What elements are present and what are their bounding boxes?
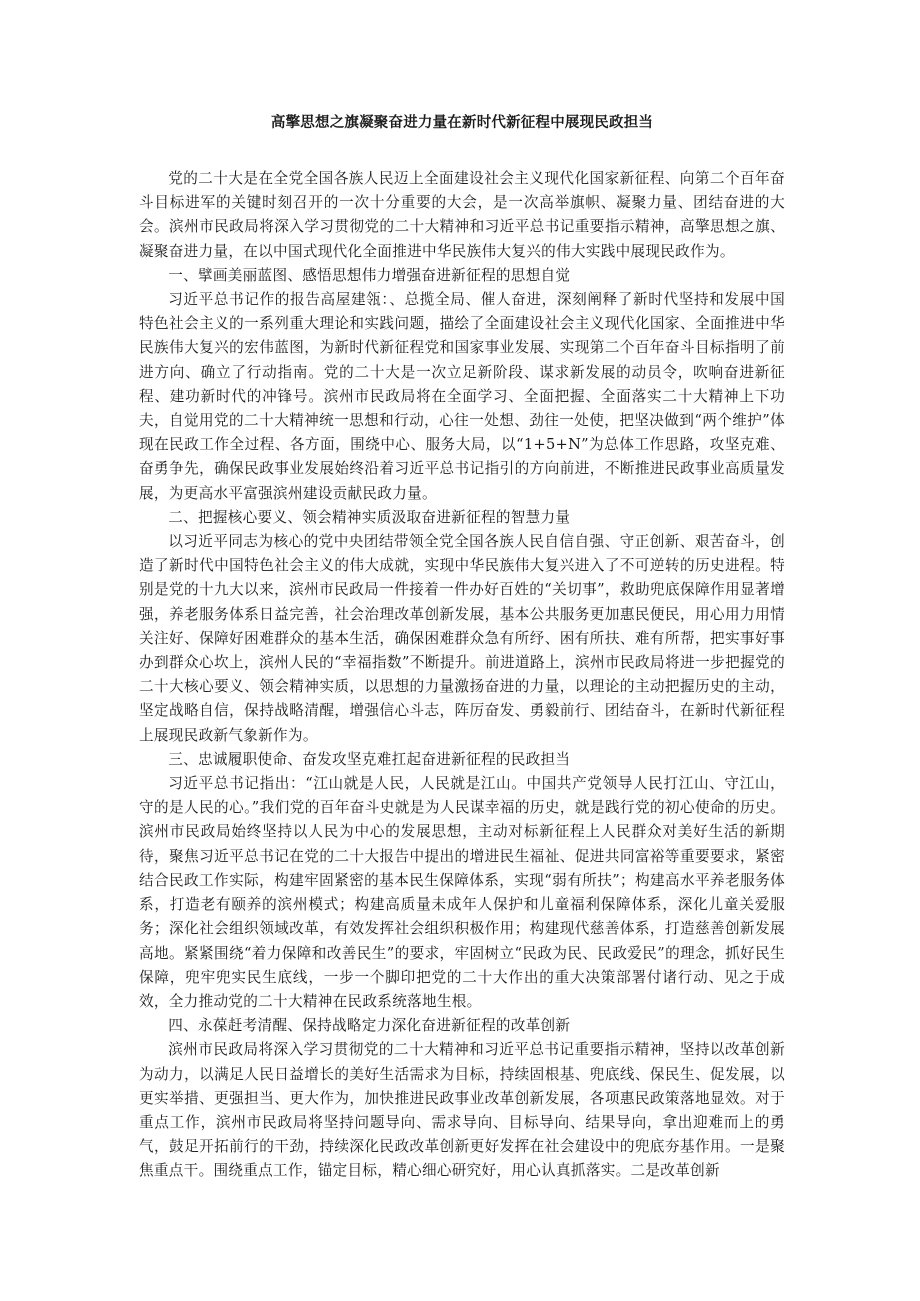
section-heading-1: 一、擘画美丽蓝图、感悟思想伟力增强奋进新征程的思想自觉	[168, 266, 571, 284]
section-heading-3: 三、忠诚履职使命、奋发攻坚克难扛起奋进新征程的民政担当	[168, 750, 571, 768]
section-paragraph-1: 习近平总书记作的报告高屋建瓴：、总揽全局、催人奋进，深刻阐释了新时代坚持和发展中国特色社会主义的一系列重大理论和实践问题，描绘了全面建设社会主义现代化国家、全面推进中华民族伟大复兴的宏伟蓝图，为新时代新征程党和国家事业发展、实现第二个百年奋斗目标指明了前进方向、确立了行动指南。党的二十大是一次立足新阶段、谋求新发展的动员令，吹响奋进新征程、建功新时代的冲锋号。滨州市民政局将在全面学习、全面把握、全面落实二十大精神上下功夫，自觉用党的二十大精神统一思想和行动，心往一处想、劲往一处使，把坚决做到“两个维护”体现在民政工作全过程、各方面，围绕中心、服务大局，以“1+5+N”为总体工作思路，攻坚克难、奋勇争先，确保民政事业发展始终沿着习近平总书记指引的方向前进，不断推进民政事业高质量发展，为更高水平富强滨州建设贡献民政力量。	[139, 291, 785, 502]
section-paragraph-2: 以习近平同志为核心的党中央团结带领全党全国各族人民自信自强、守正创新、艰苦奋斗，创造了新时代中国特色社会主义的伟大成就，实现中华民族伟大复兴进入了不可逆转的历史进程。特别是党的十九大以来，滨州市民政局一件接着一件办好百姓的“关切事”，救助兜底保障作用显著增强，养老服务体系日益完善，社会治理改革创新发展，基本公共服务更加惠民便民，用心用力用情关注好、保障好困难群众的基本生活，确保困难群众急有所纾、困有所扶、难有所帮，把实事好事办到群众心坎上，滨州人民的“幸福指数”不断提升。前进道路上，滨州市民政局将进一步把握党的二十大核心要义、领会精神实质，以思想的力量激扬奋进的力量，以理论的主动把握历史的主动，坚定战略自信，保持战略清醒，增强信心斗志，阵厉奋发、勇毅前行、团结奋斗，在新时代新征程上展现民政新气象新作为。	[139, 533, 785, 744]
section-heading-4: 四、永葆赶考清醒、保持战略定力深化奋进新征程的改革创新	[168, 1017, 571, 1035]
section-paragraph-3: 习近平总书记指出：“江山就是人民，人民就是江山。中国共产党领导人民打江山、守江山，守的是人民的心。”我们党的百年奋斗史就是为人民谋幸福的历史，就是践行党的初心使命的历史。滨州市民政局始终坚持以人民为中心的发展思想，主动对标新征程上人民群众对美好生活的新期待，聚焦习近平总书记在党的二十大报告中提出的增进民生福祉、促进共同富裕等重要要求，紧密结合民政工作实际，构建牢固紧密的基本民生保障体系，实现“弱有所扶”；构建高水平养老服务体系，打造老有颐养的滨州模式；构建高质量未成年人保护和儿童福利保障体系，深化儿童关爱服务；深化社会组织领域改革，有效发挥社会组织积极作用；构建现代慈善体系，打造慈善创新发展高地。紧紧围绕“着力保障和改善民生”的要求，牢固树立“民政为民、民政爱民”的理念，抓好民生保障，兜牢兜实民生底线，一步一个脚印把党的二十大作出的重大决策部署付诸行动、见之于成效，全力推动党的二十大精神在民政系统落地生根。	[139, 775, 785, 1010]
document-title: 高擎思想之旗凝聚奋进力量在新时代新征程中展现民政担当	[270, 115, 654, 131]
section-paragraph-4: 滨州市民政局将深入学习贯彻党的二十大精神和习近平总书记重要指示精神，坚持以改革创新为动力，以满足人民日益增长的美好生活需求为目标，持续固根基、兜底线、保民生、促发展，以更实举措、更强担当、更大作为，加快推进民政事业改革创新发展，各项惠民政策落地显效。对于重点工作，滨州市民政局将坚持问题导向、需求导向、目标导向、结果导向，拿出迎难而上的勇气，鼓足开拓前行的干劲，持续深化民政改革创新更好发挥在社会建设中的兜底夯基作用。一是聚焦重点干。围绕重点工作，锚定目标，精心细心研究好，用心认真抓落实。二是改革创新	[139, 1041, 785, 1180]
document-page	[139, 112, 785, 1184]
section-heading-2: 二、把握核心要义、领会精神实质汲取奋进新征程的智慧力量	[168, 508, 571, 526]
intro-paragraph: 党的二十大是在全党全国各族人民迈上全面建设社会主义现代化国家新征程、向第二个百年奋斗目标进军的关键时刻召开的一次十分重要的大会，是一次高举旗帜、凝聚力量、团结奋进的大会。滨州市民政局将深入学习贯彻党的二十大精神和习近平总书记重要指示精神，高擎思想之旗、凝聚奋进力量，在以中国式现代化全面推进中华民族伟大复兴的伟大实践中展现民政作为。	[139, 170, 785, 260]
